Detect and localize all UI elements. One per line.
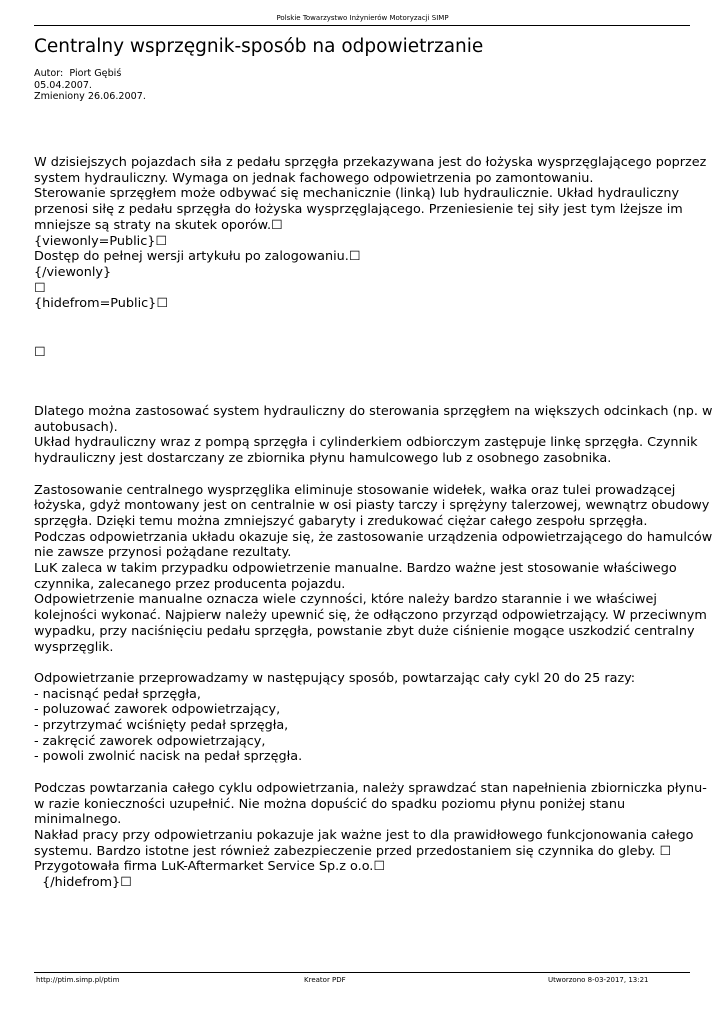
section-body [34,404,713,859]
text-line: w razie konieczności uzupełnić. Nie można dopuścić do spadku poziomu płynu poniżej stanu [34,796,626,812]
text-line: Nakład pracy przy odpowietrzaniu pokazuje jak ważne jest to dla prawidłowego funkcjonowania całego [34,827,694,843]
text-line: mniejsze są straty na skutek oporów.☐ [34,217,283,233]
text-line: {/viewonly} [34,264,112,280]
text-line: Dlatego można zastosować system hydrauliczny do sterowania sprzęgłem na większych odcinkach (np. w [34,404,713,419]
text-line: hydrauliczny jest dostarczany ze zbiornika płynu hamulcowego lub z osobnego zasobnika. [34,451,612,467]
text-line: minimalnego. [34,812,122,828]
author-line: Autor: Piort Gębiś [34,68,122,79]
section-credits [34,859,694,890]
text-line: Zastosowanie centralnego wysprzęglika eliminuje stosowanie widełek, wałka oraz tulei prowadzącej [34,482,676,498]
footer-divider [34,972,690,973]
text-line: Odpowietrzanie przeprowadzamy w następujący sposób, powtarzając cały cykl 20 do 25 razy: [34,670,636,686]
article-meta [34,68,146,103]
text-line: kolejności wykonać. Najpierw należy upewnić się, że odłączono przyrząd odpowietrzający. W przeciwnym [34,608,707,624]
article-title: Centralny wsprzęgnik-sposób na odpowietrzanie [34,36,484,57]
list-item: - zakręcić zaworek odpowietrzający, [34,733,266,749]
section-intro [34,155,707,312]
section-placeholder [34,345,694,361]
created-date: 05.04.2007. [34,79,92,91]
text-line: Układ hydrauliczny wraz z pompą sprzęgła i cylinderkiem odbiorczym zastępuje linkę sprzęgła. Czynnik [34,435,698,451]
list-item: - nacisnąć pedał sprzęgła, [34,686,201,702]
text-line: Odpowietrzenie manualne oznacza wiele czynności, które należy bardzo starannie i we właściwej [34,592,657,608]
text-line: wysprzęglik. [34,639,114,655]
text-line: systemu. Bardzo istotne jest również zabezpieczenie przed przedostaniem się czynnika do gleby. ☐ [34,843,671,859]
text-line [34,655,694,671]
text-line: LuK zaleca w takim przypadku odpowietrzenie manualne. Bardzo ważne jest stosowanie właściwego [34,561,677,577]
text-line [34,467,694,483]
page-header: Polskie Towarzystwo Inżynierów Motoryzacji SIMP [276,14,449,22]
text-line: {hidefrom=Public}☐ [34,296,168,312]
text-line: Sterowanie sprzęgłem może odbywać się mechanicznie (linką) lub hydraulicznie. Układ hydrauliczny [34,186,680,202]
text-line: autobusach). [34,419,118,435]
text-line: {viewonly=Public}☐ [34,233,167,249]
text-line: nie zawsze przynosi pożądane rezultaty. [34,545,292,561]
text-line: Podczas powtarzania całego cyklu odpowietrzania, należy sprawdzać stan napełnienia zbiorniczka płynu- [34,780,707,796]
text-line: Dostęp do pełnej wersji artykułu po zalogowaniu.☐ [34,249,361,265]
credits-line: Przygotowała firma LuK-Aftermarket Service Sp.z o.o.☐ [34,859,385,874]
footer-created: Utworzono 8-03-2017, 13:21 [548,976,649,984]
text-line: {/hidefrom}☐ [34,874,132,890]
list-item: - powoli zwolnić nacisk na pedał sprzęgła. [34,749,303,765]
list-item: - poluzować zaworek odpowietrzający, [34,702,281,718]
text-line: ☐ [34,345,46,360]
text-line: W dzisiejszych pojazdach siła z pedału sprzęgła przekazywana jest do łożyska wysprzęglającego poprzez [34,155,707,170]
text-line: przenosi siłę z pedału sprzęgła do łożyska wysprzęglającego. Przeniesienie tej siły jest tym lżejsze im [34,202,683,218]
text-line: ☐ [34,280,46,296]
header-divider [34,25,690,26]
modified-date: Zmieniony 26.06.2007. [34,91,146,102]
text-line: łożyska, gdyż montowany jest on centralnie w osi piasty tarczy i sprężyny talerzowej, wewnątrz obudowy [34,498,710,514]
text-line: sprzęgła. Dzięki temu można zmniejszyć gabaryty i zredukować ciężar całego zespołu sprzęgła. [34,513,648,529]
text-line: Podczas odpowietrzania układu okazuje się, że zastosowanie urządzenia odpowietrzającego do hamulców [34,529,713,545]
footer-url: http://ptim.simp.pl/ptim [36,976,120,984]
text-line: wypadku, przy naciśnięciu pedału sprzęgła, powstanie zbyt duże ciśnienie mogące uszkodzić centralny [34,623,695,639]
text-line [34,765,694,781]
list-item: - przytrzymać wciśnięty pedał sprzęgła, [34,718,289,734]
text-line: system hydrauliczny. Wymaga on jednak fachowego odpowietrzenia po zamontowaniu. [34,170,594,186]
text-line: czynnika, zalecanego przez producenta pojazdu. [34,576,346,592]
footer-generator: Kreator PDF [304,976,346,984]
